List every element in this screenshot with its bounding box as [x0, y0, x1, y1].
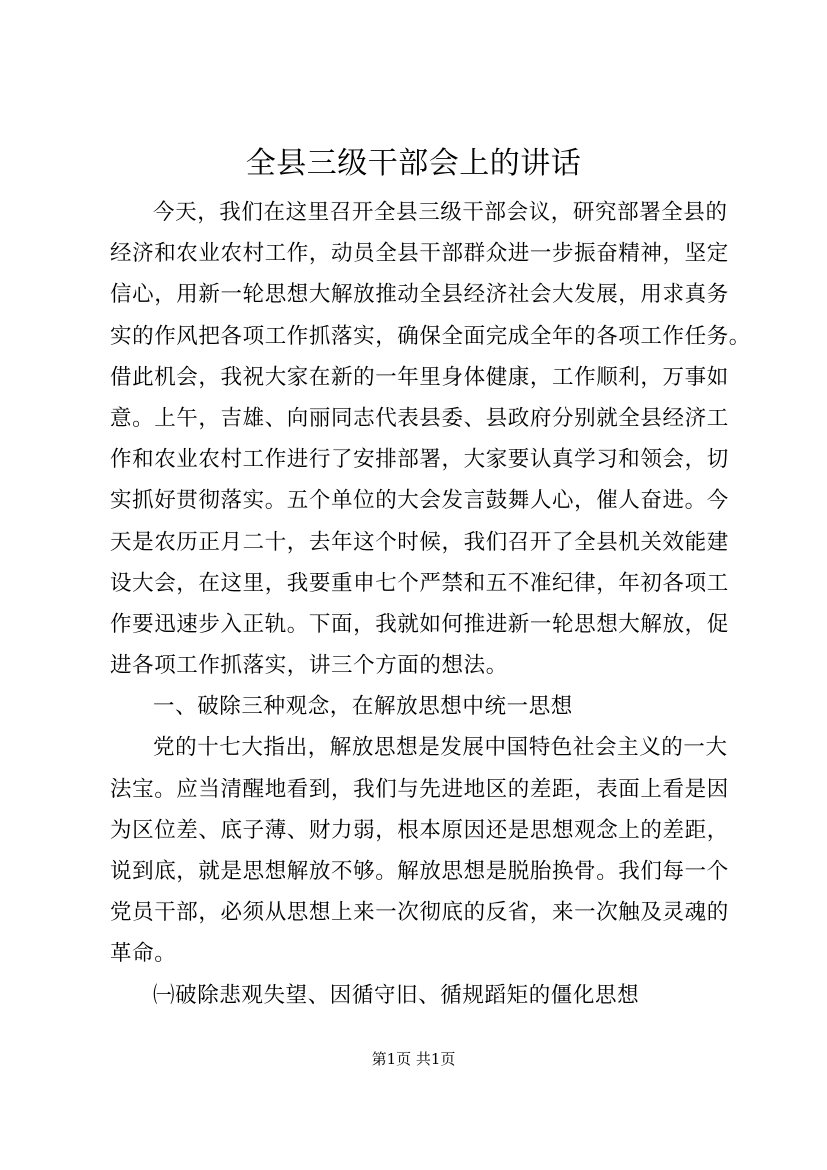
paragraph-line: 作和农业农村工作进行了安排部署，大家要认真学习和领会，切 [110, 447, 729, 473]
paragraph-line: 作要迅速步入正轨。下面，我就如何推进新一轮思想大解放，促 [110, 611, 729, 637]
paragraph-line: 借此机会，我祝大家在新的一年里身体健康，工作顺利，万事如 [110, 364, 729, 390]
paragraph-line: 设大会，在这里，我要重申七个严禁和五不准纪律，年初各项工 [110, 570, 729, 596]
paragraph-line: 实抓好贯彻落实。五个单位的大会发言鼓舞人心，催人奋进。今 [110, 488, 729, 514]
paragraph-line: 革命。 [110, 941, 177, 967]
paragraph-line: 经济和农业农村工作，动员全县干部群众进一步振奋精神，坚定 [110, 241, 729, 267]
paragraph-line: 法宝。应当清醒地看到，我们与先进地区的差距，表面上看是因 [110, 776, 729, 802]
paragraph-line: 天是农历正月二十，去年这个时候，我们召开了全县机关效能建 [110, 529, 729, 555]
paragraph-line: 党的十七大指出，解放思想是发展中国特色社会主义的一大 [153, 735, 728, 761]
document-title: 全县三级干部会上的讲话 [245, 146, 582, 181]
paragraph-line: 意。上午，吉雄、向丽同志代表县委、县政府分别就全县经济工 [110, 405, 729, 431]
paragraph-line: 进各项工作抓落实，讲三个方面的想法。 [110, 653, 508, 679]
paragraph-line: 信心，用新一轮思想大解放推动全县经济社会大发展，用求真务 [110, 282, 729, 308]
paragraph-line: 今天，我们在这里召开全县三级干部会议，研究部署全县的 [153, 200, 728, 225]
page-footer: 第1页 共1页 [371, 1050, 456, 1068]
paragraph-line: 实的作风把各项工作抓落实，确保全面完成全年的各项工作任务。 [110, 323, 751, 349]
subsection-heading: ㈠破除悲观失望、因循守旧、循规蹈矩的僵化思想 [153, 982, 640, 1008]
paragraph-line: 为区位差、底子薄、财力弱，根本原因还是思想观念上的差距， [110, 817, 729, 843]
paragraph-line: 说到底，就是思想解放不够。解放思想是脱胎换骨。我们每一个 [110, 859, 729, 884]
section-heading: 一、破除三种观念，在解放思想中统一思想 [153, 694, 573, 720]
paragraph-line: 党员干部，必须从思想上来一次彻底的反省，来一次触及灵魂的 [110, 900, 729, 926]
document-body [110, 192, 751, 1016]
